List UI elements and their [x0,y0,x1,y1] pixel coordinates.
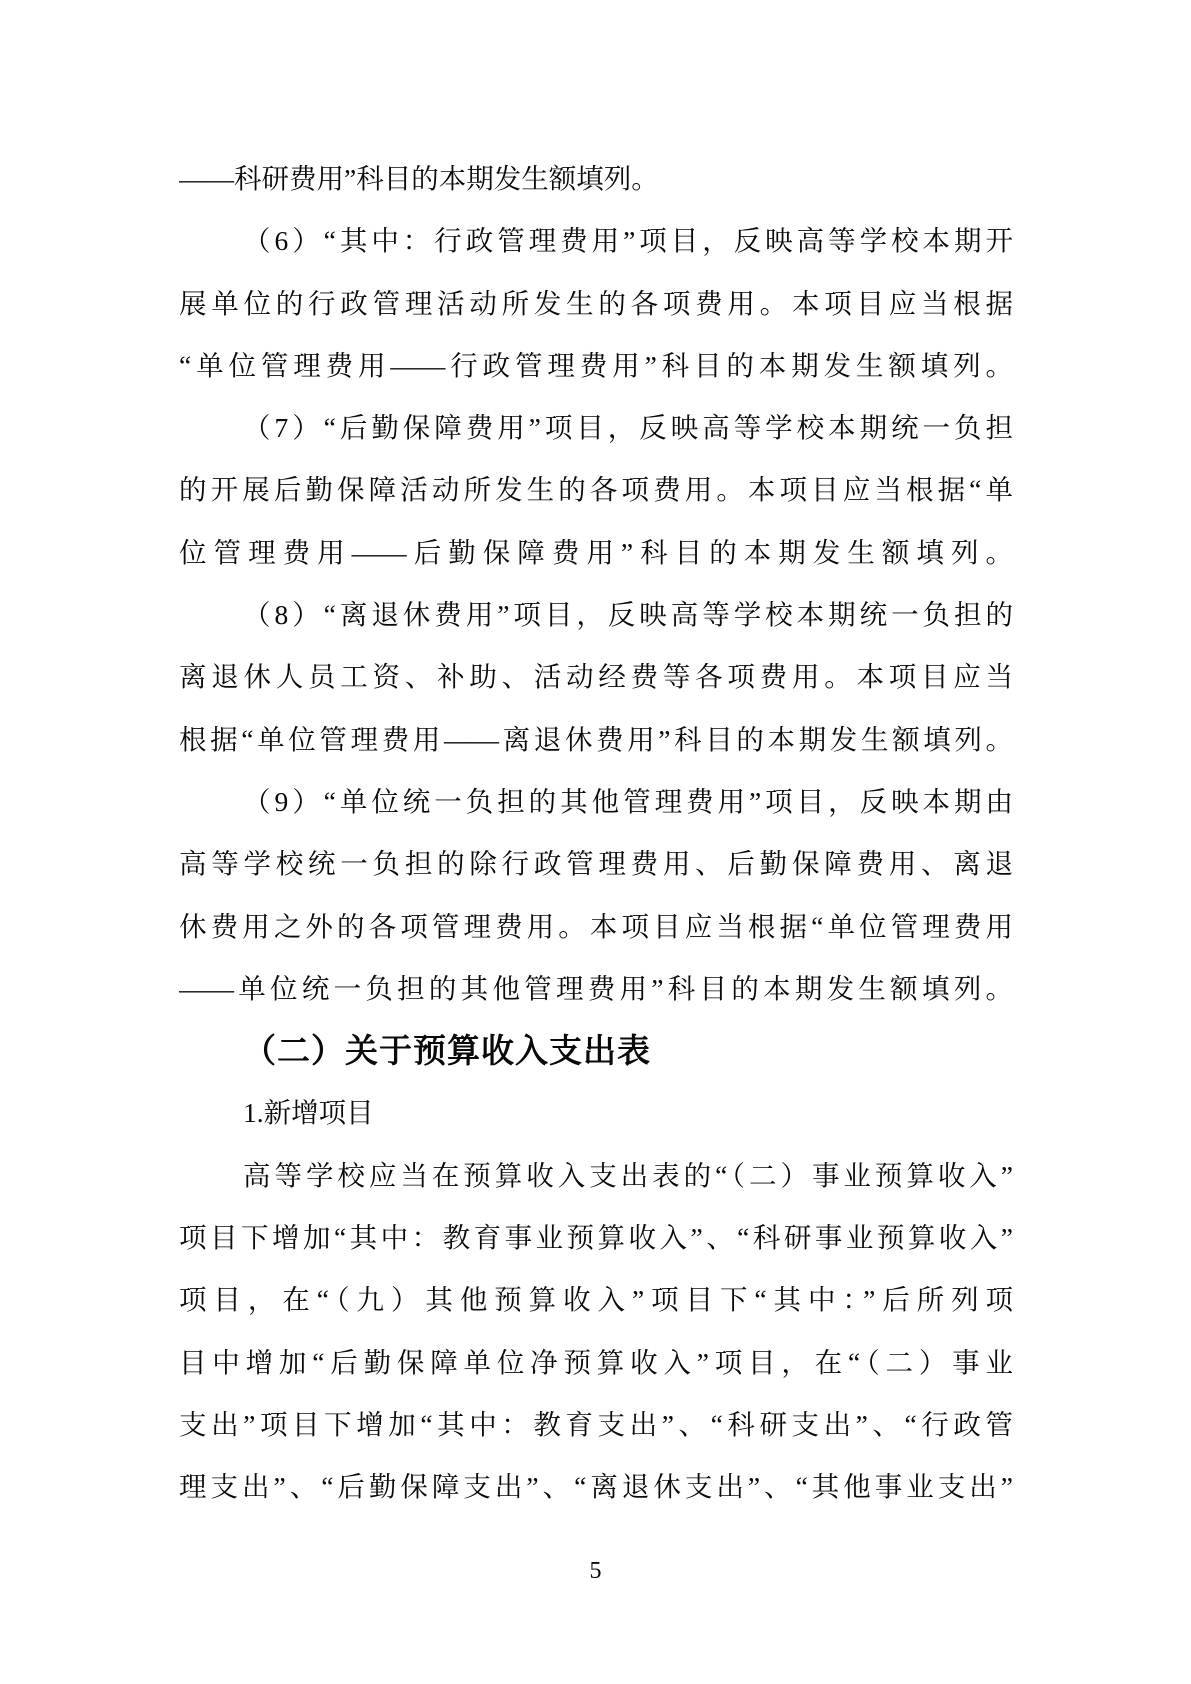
text-line: 展单位的行政管理活动所发生的各项费用。本项目应当根据 [179,287,1013,319]
text-line: （6）“其中：行政管理费用”项目，反映高等学校本期开 [243,225,1013,257]
text-line: ——单位统一负担的其他管理费用”科目的本期发生额填列。 [179,972,1013,1004]
text-line: 位管理费用——后勤保障费用”科目的本期发生额填列。 [179,536,1013,568]
text-line: 休费用之外的各项管理费用。本项目应当根据“单位管理费用 [179,910,1013,942]
text-line: （7）“后勤保障费用”项目，反映高等学校本期统一负担 [243,412,1013,444]
paragraph [179,148,1013,210]
paragraph [179,397,1013,584]
text-line: （8）“离退休费用”项目，反映高等学校本期统一负担的 [243,599,1013,631]
text-line: 根据“单位管理费用——离退休费用”科目的本期发生额填列。 [179,723,1013,755]
text-line: （二）关于预算收入支出表 [243,1032,651,1070]
text-line: 高等学校统一负担的除行政管理费用、后勤保障费用、离退 [179,848,1013,880]
text-line: 理支出”、“后勤保障支出”、“离退休支出”、“其他事业支出” [179,1471,1013,1503]
paragraph [179,584,1013,771]
text-line: 目中增加“后勤保障单位净预算收入”项目，在“（二）事业 [179,1346,1013,1378]
text-line: （9）“单位统一负担的其他管理费用”项目，反映本期由 [243,785,1013,817]
paragraph [179,1082,1013,1144]
text-line: 项目，在“（九）其他预算收入”项目下“其中：”后所列项 [179,1284,1013,1316]
paragraph [179,1145,1013,1519]
section-heading [179,1020,1013,1082]
text-line: 项目下增加“其中：教育事业预算收入”、“科研事业预算收入” [179,1222,1013,1254]
page-footer [0,1553,1191,1589]
text-line: 的开展后勤保障活动所发生的各项费用。本项目应当根据“单 [179,474,1013,506]
text-line: “单位管理费用——行政管理费用”科目的本期发生额填列。 [179,349,1013,381]
text-line: 高等学校应当在预算收入支出表的“（二）事业预算收入” [243,1159,1013,1191]
paragraph [179,771,1013,1020]
document-body [179,148,1013,1519]
text-line: ——科研费用”科目的本期发生额填列。 [179,163,659,194]
text-line: 1.新增项目 [243,1097,374,1129]
text-line: 离退休人员工资、补助、活动经费等各项费用。本项目应当 [179,661,1013,693]
text-line: 支出”项目下增加“其中：教育支出”、“科研支出”、“行政管 [179,1408,1013,1440]
page-number: 5 [589,1558,602,1584]
paragraph [179,210,1013,397]
